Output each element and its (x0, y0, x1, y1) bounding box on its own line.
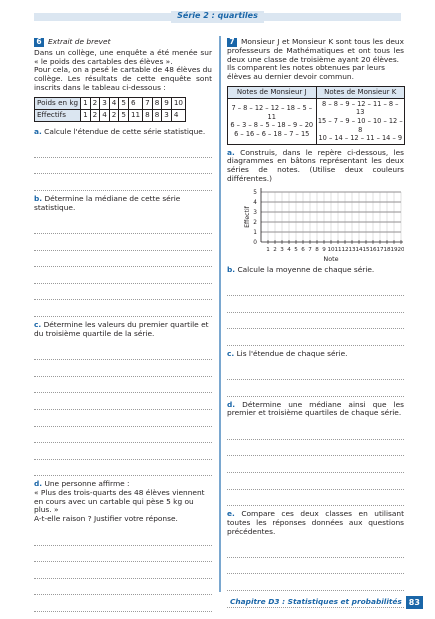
question-letter: d. (34, 479, 43, 489)
notes-line: 6 – 16 – 6 – 18 – 7 – 15 (234, 129, 310, 138)
x-tick-label: 18 (383, 246, 391, 253)
page-footer (230, 596, 423, 609)
column-header: Notes de Monsieur J (228, 86, 317, 98)
question-b (227, 266, 404, 275)
exercise-intro: Monsieur J et Monsieur K sont tous les deux professeurs de Mathématiques et ont tous les deux une classe de troisième ayant 20 élèves. (227, 37, 404, 64)
notes-line: 8 – 8 – 9 – 12 – 11 – 8 – 13 (322, 99, 399, 117)
column-header: Notes de Monsieur K (316, 86, 405, 98)
table-cell (316, 98, 405, 144)
question-a (227, 149, 404, 184)
x-tick-label: 10 (327, 246, 335, 253)
table-cell: 7 (143, 97, 153, 109)
x-tick-label: 6 (301, 246, 305, 253)
table-cell: 6 (128, 97, 142, 109)
notes-line: 7 – 8 – 12 – 12 – 18 – 5 – 11 (231, 104, 313, 121)
notes-line: 6 – 3 – 8 – 5 – 18 – 9 – 20 (230, 121, 314, 130)
question-letter: c. (34, 320, 42, 330)
question-text: Détermine une médiane ainsi que les premier et troisième quartiles de chaque série. (227, 399, 405, 418)
table-cell: 4 (100, 109, 110, 121)
x-tick-label: 13 (348, 246, 356, 253)
x-tick-label: 7 (308, 246, 312, 253)
exercise-intro-2: Pour cela, on a pesé le cartable de 48 élèves du collège. Les résultats de cette enquête sont inscrits dans le tableau ci-dessous : (34, 65, 212, 92)
row-label: Effectifs (35, 109, 81, 121)
x-tick-label: 5 (294, 246, 298, 253)
question-c (227, 350, 404, 359)
table-cell: 4 (171, 109, 185, 121)
question-d (227, 401, 404, 418)
question-d-quote: « Plus des trois-quarts des 48 élèves viennent en cours avec un cartable qui pèse 5 kg ou plus. » (34, 488, 205, 515)
x-tick-label: 2 (273, 246, 277, 253)
question-letter: e. (227, 509, 235, 519)
question-letter: b. (34, 194, 43, 204)
x-tick-label: 20 (397, 246, 404, 253)
x-tick-label: 19 (390, 246, 398, 253)
table-cell: 2 (90, 97, 100, 109)
question-a (34, 128, 212, 137)
table-row (35, 109, 186, 121)
exercise-intro: Dans un collège, une enquête a été menée sur « le poids des cartables des élèves ». (34, 47, 212, 66)
question-text: Calcule l'étendue de cette série statistique. (44, 126, 206, 136)
x-tick-label: 4 (287, 246, 291, 253)
x-tick-label: 15 (362, 246, 370, 253)
exercise-number: 7 (227, 38, 237, 47)
page-header (0, 11, 435, 23)
series-title: Série 2 : quartiles (171, 11, 264, 23)
exercise-number: 6 (34, 38, 44, 47)
x-tick-label: 11 (334, 246, 342, 253)
y-tick-label: 5 (253, 189, 257, 196)
question-e (227, 510, 404, 536)
chart-svg[interactable] (227, 186, 404, 262)
x-tick-label: 9 (322, 246, 326, 253)
question-letter: d. (227, 399, 236, 409)
y-tick-label: 1 (253, 229, 257, 236)
question-text: Compare ces deux classes en utilisant toutes les réponses données aux questions précédentes. (227, 509, 404, 536)
table-cell: 9 (162, 97, 172, 109)
table-cell: 4 (109, 97, 119, 109)
table-cell: 3 (162, 109, 172, 121)
exercise-6 (34, 38, 212, 612)
question-letter: a. (227, 147, 235, 157)
y-tick-label: 4 (253, 199, 257, 206)
x-tick-label: 16 (369, 246, 377, 253)
question-b (34, 195, 212, 212)
question-d-ask: A-t-elle raison ? Justifier votre réponse. (34, 514, 178, 524)
x-tick-label: 3 (280, 246, 284, 253)
table-cell: 8 (152, 109, 162, 121)
table-cell: 10 (171, 97, 185, 109)
x-tick-label: 1 (266, 246, 270, 253)
table-row (228, 86, 405, 98)
bar-chart-grid[interactable] (227, 186, 404, 262)
question-text: Calcule la moyenne de chaque série. (237, 264, 375, 274)
table-cell: 11 (128, 109, 142, 121)
x-tick-label: 12 (341, 246, 349, 253)
x-tick-label: 8 (315, 246, 319, 253)
table-cell: 1 (81, 97, 91, 109)
answer-lines-c[interactable] (34, 344, 212, 477)
table-row (35, 97, 186, 109)
table-cell: 2 (90, 109, 100, 121)
y-axis-label: Effectif (244, 205, 251, 228)
y-tick-label: 3 (253, 209, 257, 216)
x-tick-label: 14 (355, 246, 363, 253)
table-cell (228, 98, 317, 144)
exercise-intro-2: Ils comparent les notes obtenues par leurs élèves au dernier devoir commun. (227, 63, 385, 82)
notes-line: 10 – 14 – 12 – 11 – 14 – 9 (318, 134, 403, 143)
question-text: Détermine la médiane de cette série statistique. (34, 194, 181, 212)
answer-lines-b[interactable] (227, 279, 404, 345)
chapter-title: Chapitre D3 : Statistiques et probabilités (230, 597, 402, 607)
table-cell: 5 (119, 109, 129, 121)
table-cell: 8 (152, 97, 162, 109)
exercise-title: Extrait de brevet (48, 37, 111, 46)
table-cell: 1 (81, 109, 91, 121)
page-number: 83 (406, 596, 423, 609)
column-divider (219, 36, 221, 592)
table-cell: 2 (109, 109, 119, 121)
question-letter: c. (227, 348, 235, 358)
y-tick-label: 0 (253, 239, 257, 246)
question-letter: b. (227, 264, 236, 274)
answer-lines-a[interactable] (34, 141, 212, 191)
table-cell: 8 (143, 109, 153, 121)
notes-table (227, 86, 405, 145)
table-cell: 5 (119, 97, 129, 109)
x-axis-label: Note (323, 254, 339, 262)
table-row (228, 98, 405, 144)
notes-line: 15 – 7 – 9 – 10 – 10 – 12 – 8 (317, 117, 403, 134)
question-text: Détermine les valeurs du premier quartile et du troisième quartile de la série. (34, 320, 209, 338)
question-text: Lis l'étendue de chaque série. (236, 348, 348, 358)
question-text: Une personne affirme : (44, 479, 130, 489)
exercise-7 (227, 38, 404, 608)
question-text: Construis, dans le repère ci-dessous, les diagrammes en bâtons représentant les deux séries de notes. (Utilise deux couleurs différentes.) (227, 147, 404, 183)
weights-table (34, 97, 186, 122)
y-tick-label: 2 (253, 219, 257, 226)
row-label: Poids en kg (35, 97, 81, 109)
answer-lines-d[interactable] (34, 529, 212, 612)
answer-lines-c[interactable] (227, 363, 404, 396)
answer-lines-b[interactable] (34, 218, 212, 318)
answer-lines-d[interactable] (227, 423, 404, 506)
x-tick-label: 17 (376, 246, 384, 253)
question-c (34, 321, 212, 338)
table-cell: 3 (100, 97, 110, 109)
question-letter: a. (34, 126, 42, 136)
